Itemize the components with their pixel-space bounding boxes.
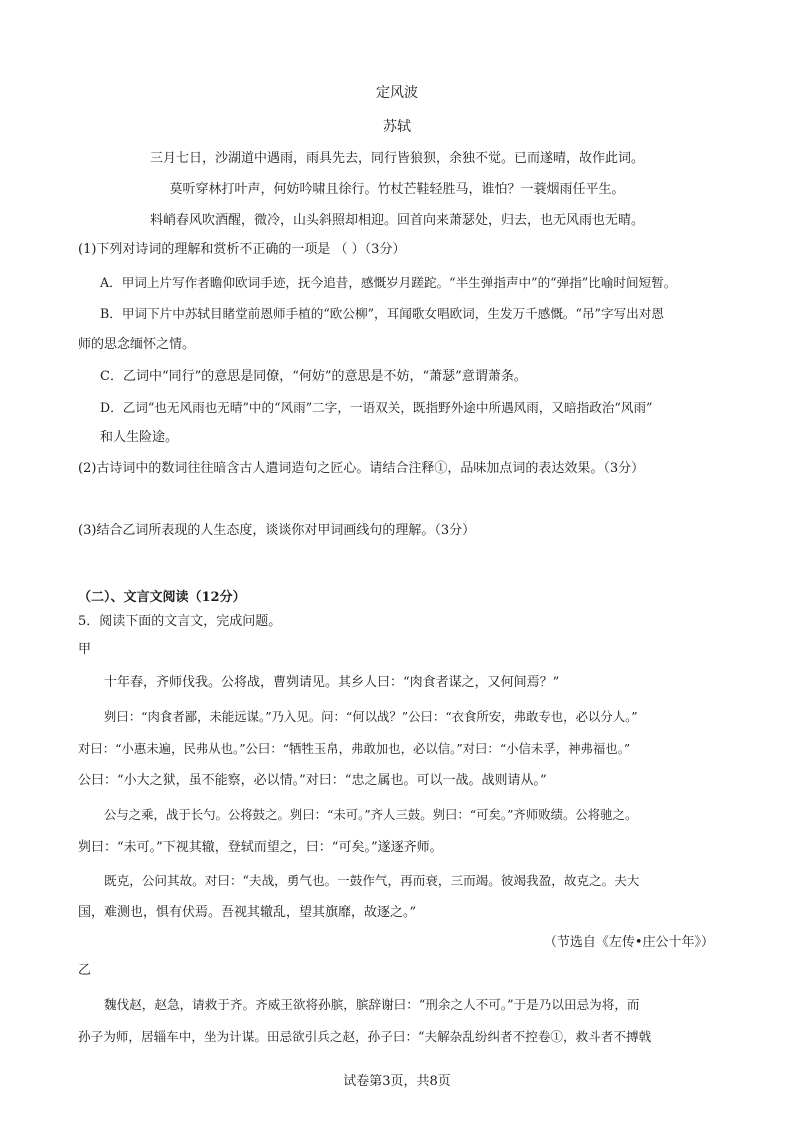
- question-2: (2)古诗词中的数词往往暗含古人遣词造句之匠心。请结合注释①，品味加点词的表达效果。（3分）: [78, 461, 645, 476]
- question-1: (1)下列对诗词的理解和赏析不正确的一项是 （ ）（3分）: [78, 242, 406, 257]
- poem-line: 三月七日，沙湖道中遇雨，雨具先去，同行皆狼狈，余独不觉。已而遂晴，故作此词。: [149, 151, 644, 166]
- poem-line: 莫听穿林打叶声，何妨吟啸且徐行。竹杖芒鞋轻胜马，谁怕？一蓑烟雨任平生。: [169, 182, 625, 197]
- option-b: B．甲词下片中苏轼目睹堂前恩师手植的“欧公柳”，耳闻歌女唱欧词，生发万千感慨。“吊”字写出对恩: [100, 306, 664, 321]
- passage-a-label: 甲: [78, 642, 92, 657]
- passage-a-source: （节选自《左传•庄公十年》）: [543, 935, 714, 950]
- poem-author: 苏轼: [383, 119, 411, 135]
- option-a: A．甲词上片写作者瞻仰欧词手迹，抚今追昔，感慨岁月蹉跎。“半生弹指声中”的“弹指”比喻时间短暂。: [100, 275, 677, 290]
- option-c: C．乙词中“同行”的意思是同僚，“何妨”的意思是不妨，“萧瑟”意谓萧条。: [100, 369, 527, 384]
- section-heading: （二）、文言文阅读（12分）: [78, 590, 246, 605]
- poem-title: 定风波: [376, 85, 418, 101]
- option-b-cont: 师的思念缅怀之情。: [78, 337, 196, 352]
- option-d-cont: 和人生险途。: [100, 430, 179, 445]
- passage-a-line: 公曰：“小大之狱，虽不能察，必以情。”对曰：“忠之属也。可以一战。战则请从。”: [78, 773, 547, 788]
- passage-a-line: 对曰：“小惠未遍，民弗从也。”公曰：“牺牲玉帛，弗敢加也，必以信。”对曰：“小信未孚，神弗福也。”: [78, 741, 631, 756]
- question-3: (3)结合乙词所表现的人生态度，谈谈你对甲词画线句的理解。（3分）: [78, 523, 476, 538]
- page-footer: 试卷第3页，共8页: [343, 1074, 451, 1089]
- passage-a-line: 国，难测也，惧有伏焉。吾视其辙乱，望其旗靡，故逐之。”: [78, 905, 417, 920]
- passage-b-label: 乙: [78, 963, 92, 978]
- passage-b-line: 孙子为师，居辎车中，坐为计谋。田忌欲引兵之赵，孙子曰：“夫解杂乱纷纠者不控卷①，救斗者不搏戟: [78, 1029, 652, 1044]
- passage-a-line: 既克，公问其故。对曰：“夫战，勇气也。一鼓作气，再而衰，三而竭。彼竭我盈，故克之。夫大: [104, 873, 640, 888]
- passage-a-line: 十年春，齐师伐我。公将战，曹刿请见。其乡人曰：“肉食者谋之，又何间焉？”: [104, 675, 560, 690]
- passage-b-line: 魏伐赵，赵急，请救于齐。齐威王欲将孙膑，膑辞谢曰：“刑余之人不可。”于是乃以田忌为将，而: [104, 997, 640, 1012]
- passage-a-line: 刿曰：“肉食者鄙，未能远谋。”乃入见。问：“何以战？”公曰：“衣食所安，弗敢专也，必以分人。”: [104, 709, 638, 724]
- passage-a-line: 公与之乘，战于长勺。公将鼓之。刿曰：“未可。”齐人三鼓。刿曰：“可矣。”齐师败绩。公将驰之。: [104, 807, 638, 822]
- option-d: D．乙词“也无风雨也无晴”中的“风雨”二字，一语双关，既指野外途中所遇风雨，又暗指政治“风雨”: [100, 400, 653, 415]
- passage-a-line: 刿曰：“未可。”下视其辙，登轼而望之，曰：“可矣。”遂逐齐师。: [78, 840, 443, 855]
- poem-line: 料峭春风吹酒醒，微冷，山头斜照却相迎。回首向来萧瑟处，归去，也无风雨也无晴。: [149, 213, 644, 228]
- question-5: 5．阅读下面的文言文，完成问题。: [78, 614, 282, 629]
